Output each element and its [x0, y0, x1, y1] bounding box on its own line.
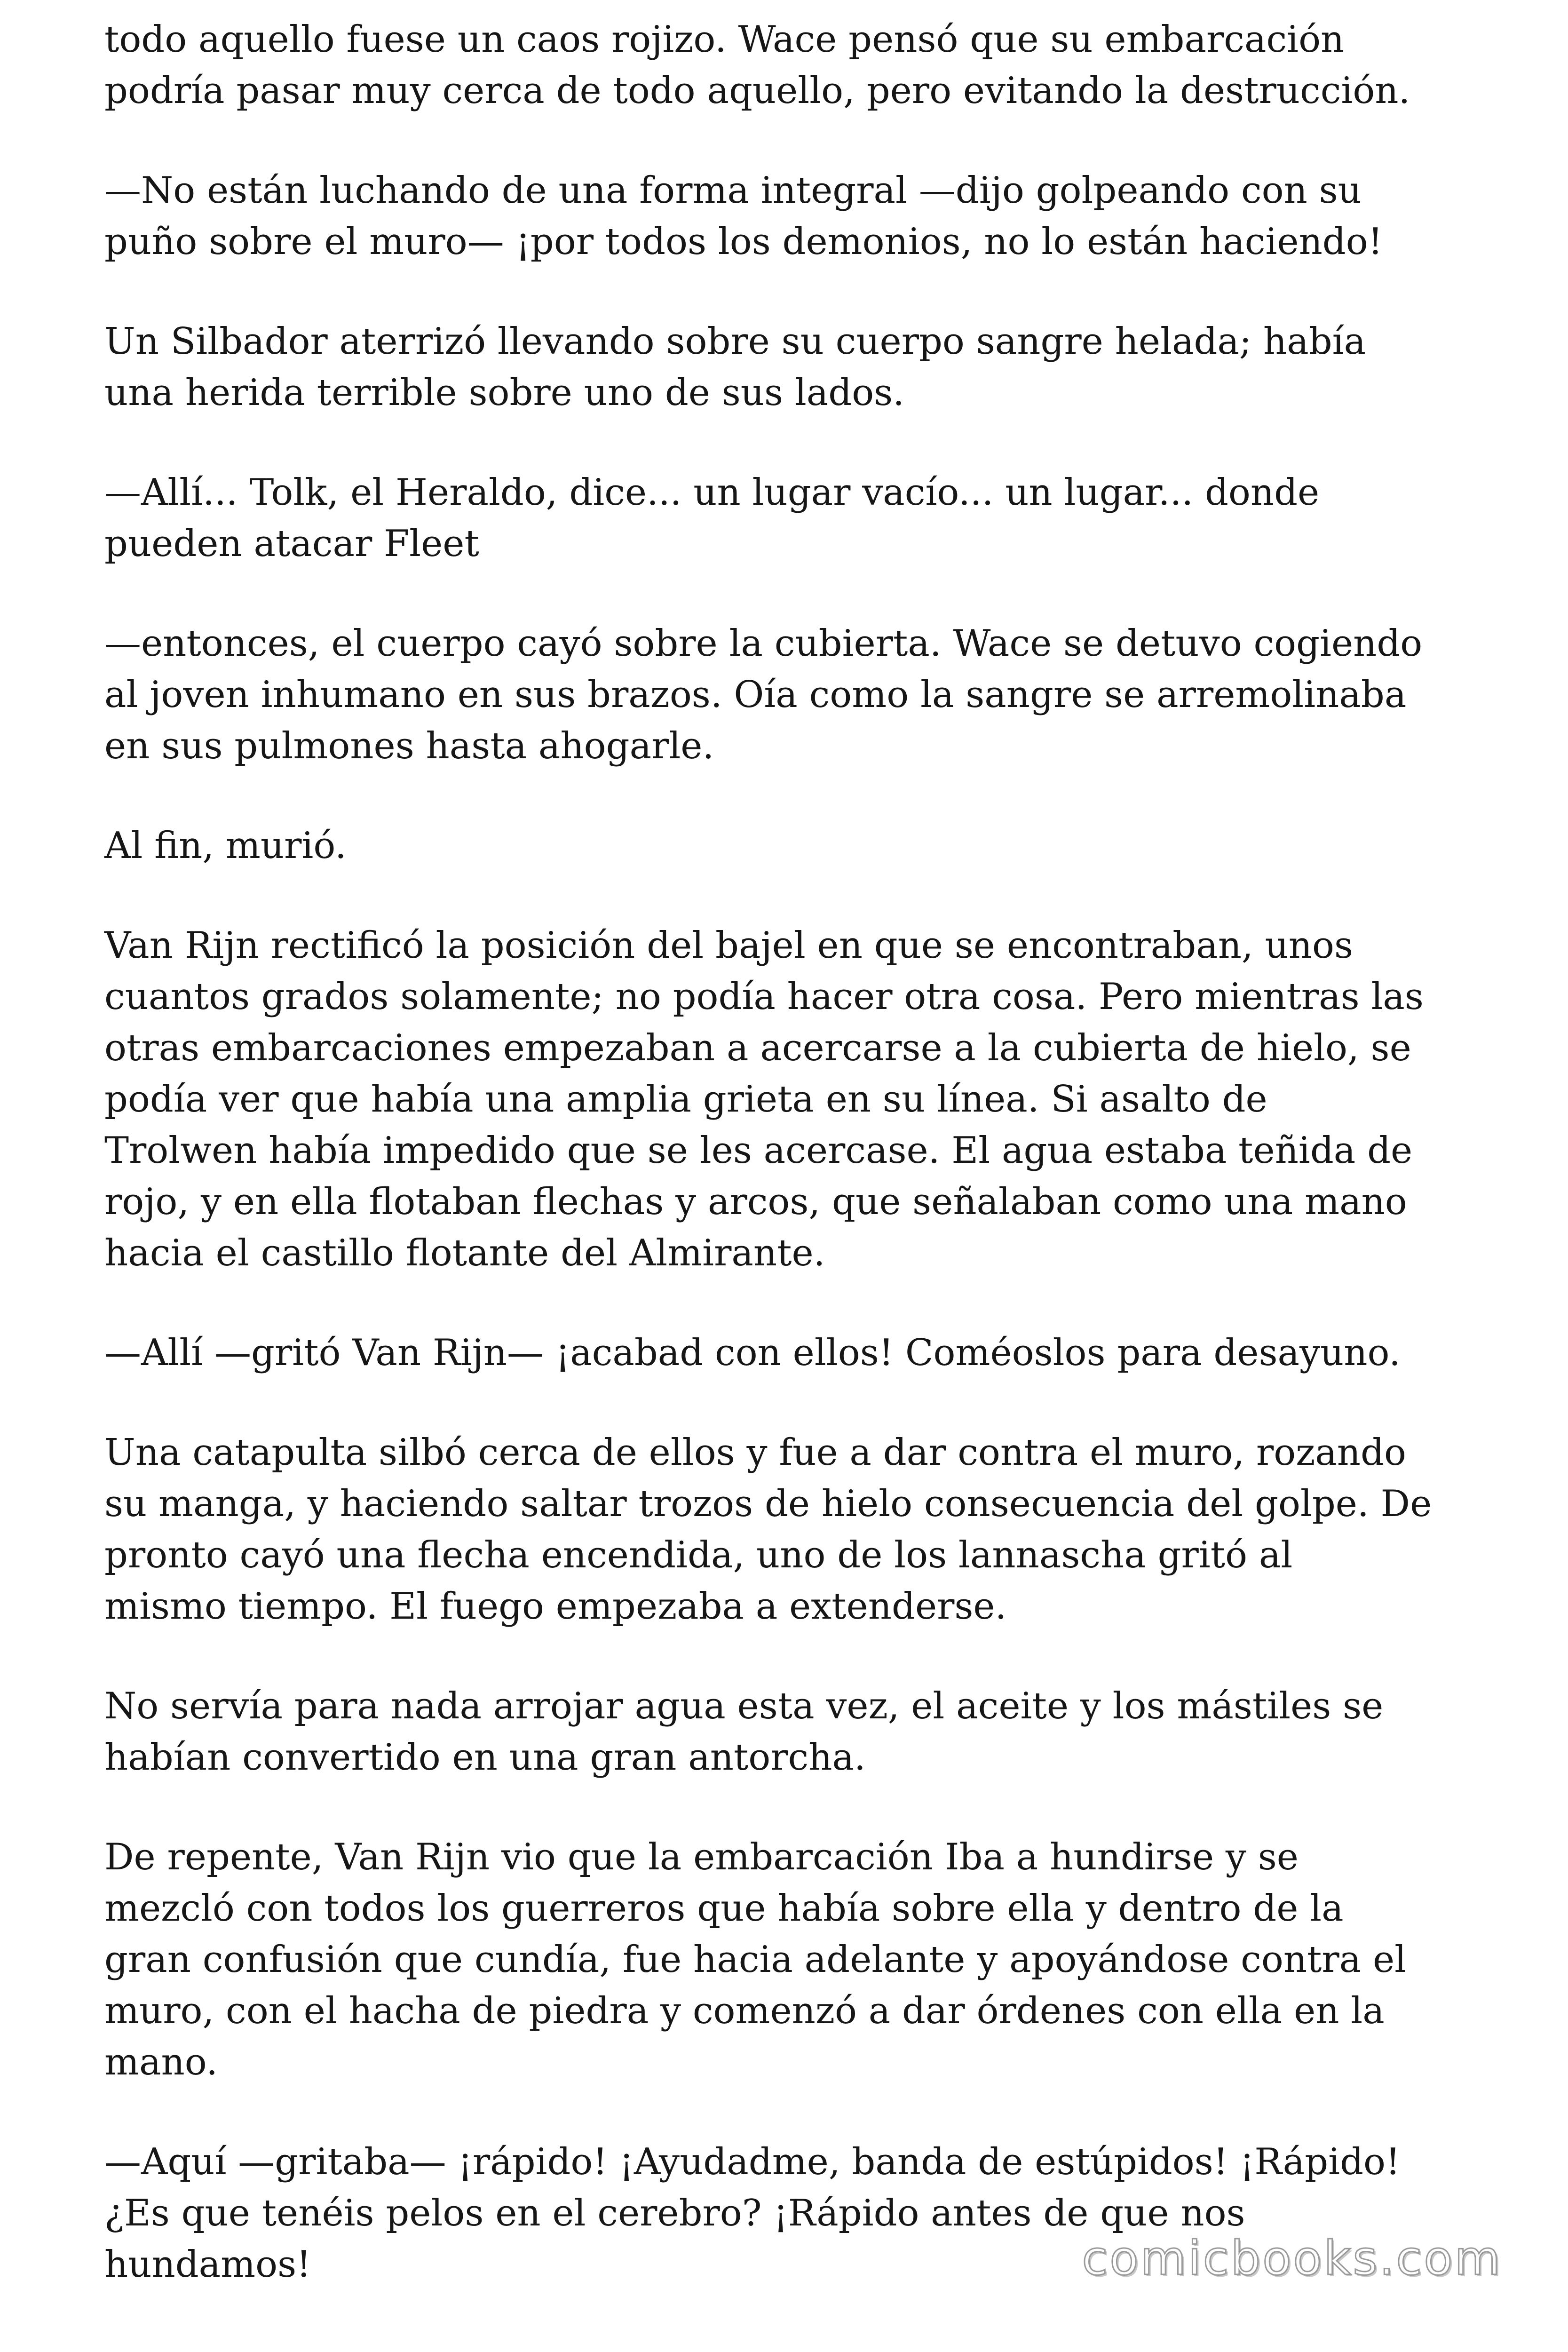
paragraph: —No están luchando de una forma integral —dijo golpeando con su puño sobre el muro— ¡por todos los demonios, no lo están haciendo! — [104, 169, 1383, 263]
paragraph: —Allí —gritó Van Rijn— ¡acabad con ellos! Coméoslos para desayuno. — [104, 1332, 1401, 1374]
watermark: comicbooks.com — [1082, 2231, 1502, 2286]
paragraph: Al fin, murió. — [104, 825, 347, 867]
paragraph: Un Silbador aterrizó llevando sobre su cuerpo sangre helada; había una herida terrible sobre uno de sus lados. — [104, 320, 1366, 414]
paragraph: De repente, Van Rijn vio que la embarcación Iba a hundirse y se mezcló con todos los guerreros que había sobre ella y dentro de la gran confusión que cundía, fue hacia adelante y apoyándose contra el muro, con el hacha de piedra y comenzó a dar órdenes con ella en la mano. — [104, 1836, 1407, 2083]
text-column — [104, 14, 1478, 2339]
paragraph: —Aquí —gritaba— ¡rápido! ¡Ayudadme, banda de estúpidos! ¡Rápido! ¿Es que tenéis pelos en el cerebro? ¡Rápido antes de que nos hundamos! — [104, 2141, 1401, 2286]
paragraph: todo aquello fuese un caos rojizo. Wace pensó que su embarcación podría pasar muy cerca de todo aquello, pero evitando la destrucción. — [104, 18, 1410, 112]
paragraph: —entonces, el cuerpo cayó sobre la cubierta. Wace se detuvo cogiendo al joven inhumano en sus brazos. Oía como la sangre se arremolinaba en sus pulmones hasta ahogarle. — [104, 622, 1423, 767]
paragraph: Una catapulta silbó cerca de ellos y fue a dar contra el muro, rozando su manga, y haciendo saltar trozos de hielo consecuencia del golpe. De pronto cayó una flecha encendida, uno de los lannascha gritó al mismo tiempo. El fuego empezaba a extenderse. — [104, 1431, 1432, 1628]
paragraph: No servía para nada arrojar agua esta vez, el aceite y los mástiles se habían convertido en una gran antorcha. — [104, 1685, 1384, 1779]
paragraph: —Allí... Tolk, el Heraldo, dice... un lugar vacío... un lugar... donde pueden atacar Fleet — [104, 471, 1320, 565]
paragraph: Van Rijn rectificó la posición del bajel en que se encontraban, unos cuantos grados solamente; no podía hacer otra cosa. Pero mientras las otras embarcaciones empezaban a acercarse a la cubierta de hielo, se podía ver que había una amplia grieta en su línea. Si asalto de Trolwen había impedido que se les acercase. El agua estaba teñida de rojo, y en ella flotaban flechas y arcos, que señalaban como una mano hacia el castillo flotante del Almirante. — [104, 924, 1424, 1274]
